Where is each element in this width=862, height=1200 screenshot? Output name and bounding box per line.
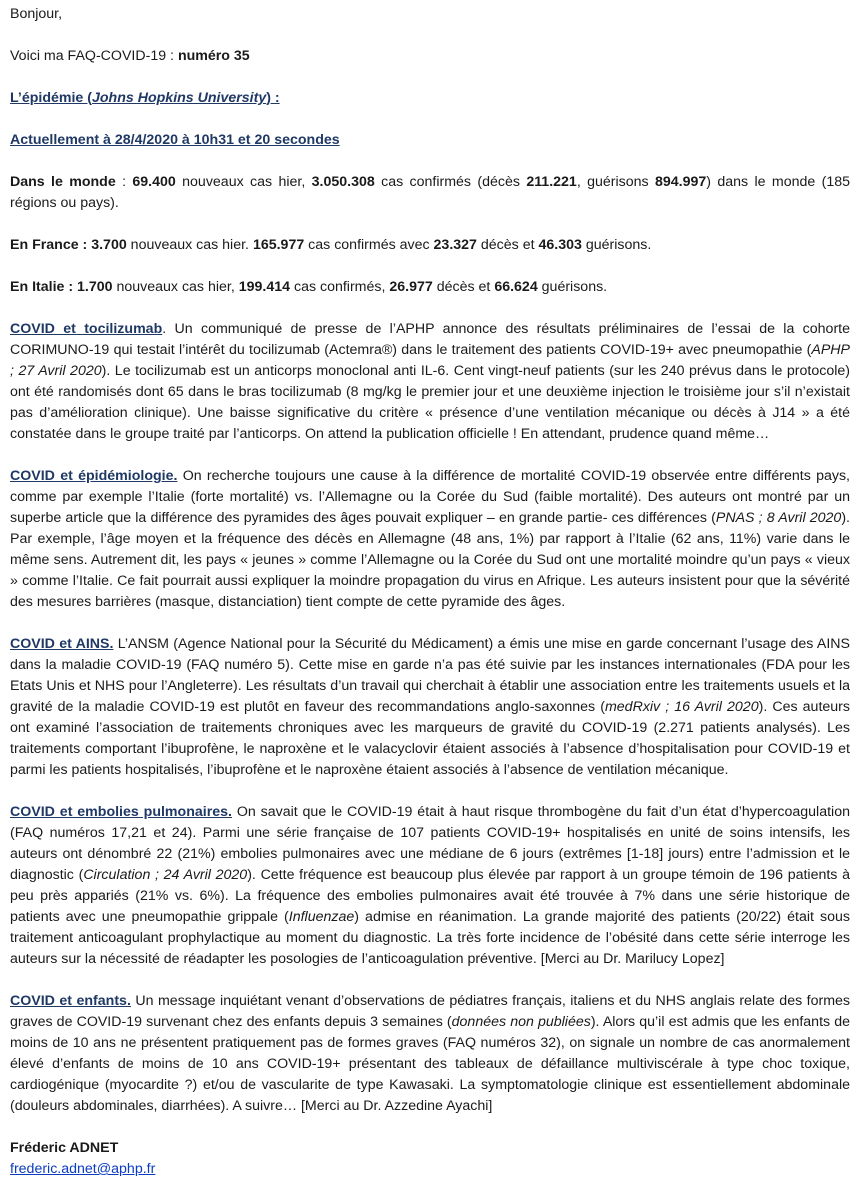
france-recovered: 46.303 [538,237,582,253]
world-deaths: 211.221 [526,174,577,190]
world-new-cases: 69.400 [132,174,176,190]
children-text-2: ). Alors qu’il est admis que les enfants de moins de 10 ans ne présentent pratiquement pas de formes graves (FAQ numéros 32), on signale un nombre de cas anormalement élevé d’enfants de moins de 10 ans COVID-19+ présentant des tableaux de défaillance multiviscérale à type choc toxique, cardiogénique (myocardite ?) et/ou de vascularite de type Kawasaki. La symptomatologie clinique est essentiellement abdominale (douleurs abdominales, diarrhées). A suivre… [Merci au Dr. Azzedine Ayachi] [10,1014,850,1114]
france-t4: décès et [476,237,539,253]
france-confirmed: 165.977 [252,237,305,253]
epidemic-heading-prefix: L’épidémie ( [10,90,92,106]
italy-confirmed: 199.414 [238,279,291,295]
section-tocilizumab [10,319,850,445]
italy-t5: guérisons. [537,279,608,295]
world-stats [10,172,850,214]
epidemic-heading [10,88,850,109]
tocilizumab-text-2: ). Le tocilizumab est un anticorps monoclonal anti IL-6. Cent vingt-neuf patients (sur les 240 prévus dans le protocole) ont été randomisés dont 65 dans le bras tocilizumab (8 mg/kg le premier jour et une deuxième injection le troisième jour s’il n’existait pas d’amélioration clinique). Une baisse significative du critère « présence d’une ventilation mécanique ou décès à J14 » a été constatée dans le groupe traité par l’anticorps. On attend la publication officielle ! En attendant, prudence quand même… [10,363,850,442]
world-t3: cas confirmés (décès [374,174,527,190]
nsaids-reference: medRxiv ; 16 Avril 2020 [604,699,759,715]
world-t4: , guérisons [576,174,655,190]
tocilizumab-reference: APHP ; 27 Avril 2020 [10,342,850,379]
world-t2: nouveaux cas hier, [175,174,312,190]
children-text-1: Un message inquiétant venant d’observations de pédiatres français, italiens et du NHS anglais relate des formes graves de COVID-19 survenant chez des enfants depuis 3 semaines ( [10,993,851,1030]
italy-stats [10,277,850,298]
italy-t2: nouveaux cas hier, [112,279,239,295]
section-children [10,991,850,1117]
nsaids-text-2: ). Ces auteurs ont examiné l’association de traitements chroniques avec les marqueurs de gravité du COVID-19 (2.271 patients analysés). Les traitements comportant l’ibuprofène, le naproxène et le valacyclovir étaient associés à l’absence d’hospitalisation pour COVID-19 et parmi les patients hospitalisés, l’ibuprofène et le naproxène étaient associés à l’absence de ventilation mécanique. [10,699,850,778]
italy-deaths: 26.977 [389,279,433,295]
italy-recovered: 66.624 [494,279,538,295]
world-label: Dans le monde [10,174,116,190]
world-t1: : [115,174,133,190]
tocilizumab-heading: COVID et tocilizumab [10,321,163,337]
epidemiology-reference: PNAS ; 8 Avril 2020 [715,510,842,526]
epidemiology-text-2: ). Par exemple, l’âge moyen et la fréquence des décès en Allemagne (48 ans, 1%) par rapport à l’Italie (62 ans, 11%) varie dans le même sens. Autrement dit, les pays « jeunes » comme l’Allemagne ou la Corée du Sud ont une mortalité moindre qu’un pays « vieux » comme l’Italie. Ce fait pourrait aussi expliquer la moindre propagation du virus en Afrique. Les auteurs insistent pour que la sévérité des mesures barrières (masque, distanciation) tient compte de cette pyramide des âges. [10,510,850,610]
france-label: En France [10,237,79,253]
section-nsaids [10,634,850,781]
epidemic-source: Johns Hopkins University [92,90,267,106]
section-epidemiology [10,466,850,613]
italy-t1: : [64,279,78,295]
italy-t3: cas confirmés, [290,279,390,295]
italy-t4: décès et [432,279,495,295]
date-heading: Actuellement à 28/4/2020 à 10h31 et 20 secondes [10,132,340,148]
children-heading: COVID et enfants. [10,993,131,1009]
embolism-text-1: On savait que le COVID-19 était à haut risque thrombogène du fait d’un état d’hypercoagulation (FAQ numéros 17,21 et 24). Parmi une série française de 107 patients COVID-19+ hospitalisés en unité de soins intensifs, les auteurs ont dénombré 22 (21%) embolies pulmonaires avec une médiane de 6 jours (extrêmes [1-18] jours) entre l’admission et le diagnostic ( [10,804,850,883]
france-t3: cas confirmés avec [304,237,434,253]
section-embolism [10,802,850,970]
tocilizumab-text-1: . Un communiqué de presse de l’APHP annonce des résultats préliminaires de l’essai de la cohorte CORIMUNO-19 qui testait l’intérêt du tocilizumab (Actemra®) dans le traitement des patients COVID-19+ avec pneumopathie ( [10,321,850,358]
intro-line [10,46,850,67]
intro-text: Voici ma FAQ-COVID-19 : [10,48,178,64]
world-t5: ) dans le monde (185 régions ou pays). [10,174,851,211]
embolism-text-3: ) admise en réanimation. La grande majorité des patients (20/22) était sous traitement anticoagulant prophylactique au moment du diagnostic. La très forte incidence de l’obésité dans cette série interroge les auteurs sur la nécessité de réadapter les posologies de l’anticoagulation préventive. [Merci au Dr. Marilucy Lopez] [10,909,850,967]
nsaids-heading: COVID et AINS. [10,636,114,652]
signature-name: Fréderic ADNET [10,1140,119,1156]
embolism-text-2: ). Cette fréquence est beaucoup plus élevée par rapport à un groupe témoin de 196 patients à peu près appariés (21% vs. 6%). La fréquence des embolies pulmonaires avait été trouvée à 7% dans une série historique de patients avec une pneumopathie grippale ( [10,867,850,925]
signature-email-line [10,1159,850,1180]
faq-number: numéro 35 [177,48,250,64]
world-confirmed: 3.050.308 [311,174,375,190]
france-deaths: 23.327 [433,237,477,253]
embolism-reference-1: Circulation ; 24 Avril 2020 [83,867,248,883]
world-recovered: 894.997 [655,174,707,190]
nsaids-text-1: L’ANSM (Agence National pour la Sécurité du Médicament) a émis une mise en garde concernant l’usage des AINS dans la maladie COVID-19 (FAQ numéro 5). Cette mise en garde n’a pas été suivie par les instances internationales (FDA pour les Etats Unis et NHS pour l’Angleterre). Les résultats d’un travail qui cherchait à établir une association entre les traitements usuels et la gravité de la maladie COVID-19 est plutôt en faveur des recommandations anglo-saxonnes ( [10,636,850,715]
greeting: Bonjour, [10,6,63,22]
epidemiology-text-1: On recherche toujours une cause à la différence de mortalité COVID-19 observée entre différents pays, comme par exemple l’Italie (forte mortalité) vs. l’Allemagne ou la Corée du Sud (faible mortalité). Des auteurs ont montré par un superbe article que la différence des pyramides des âges pouvait expliquer – en grande partie- ces différences ( [10,468,850,526]
embolism-heading: COVID et embolies pulmonaires. [10,804,232,820]
italy-new-cases: 1.700 [77,279,113,295]
signature-email-link[interactable]: frederic.adnet@aphp.fr [10,1161,156,1177]
epidemic-heading-suffix: ) : [266,90,280,106]
france-new-cases: 3.700 [91,237,127,253]
italy-label: En Italie [10,279,65,295]
france-stats [10,235,850,256]
france-t5: guérisons. [581,237,652,253]
france-t2: nouveaux cas hier. [126,237,253,253]
embolism-reference-2: Influenzae [288,909,355,925]
epidemiology-heading: COVID et épidémiologie. [10,468,178,484]
france-t1: : [78,237,92,253]
children-reference: données non publiées [451,1014,591,1030]
